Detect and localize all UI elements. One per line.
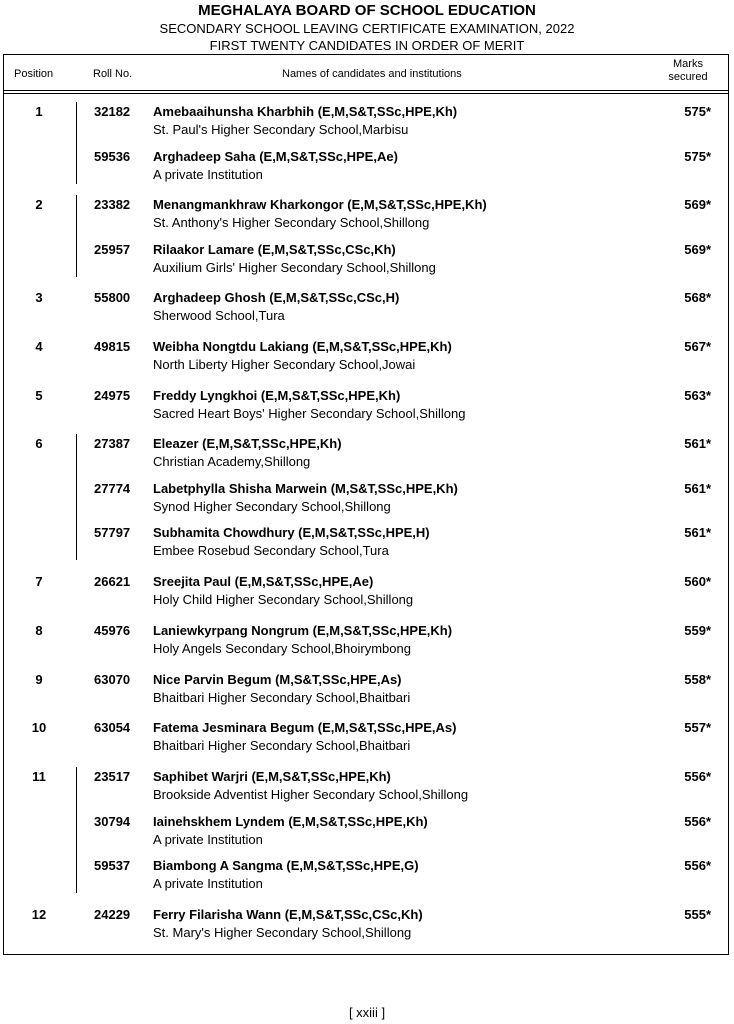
candidate-row: [0, 574, 734, 614]
marks-secured: 556*: [684, 813, 711, 829]
candidate-name: Saphibet Warjri (E,M,S&T,SSc,HPE,Kh): [153, 769, 391, 784]
candidate-name: Labetphylla Shisha Marwein (M,S&T,SSc,HPE,Kh): [153, 480, 458, 496]
institution-name: Synod Higher Secondary School,Shillong: [153, 498, 391, 514]
institution-name: Bhaitbari Higher Secondary School,Bhaitbari: [153, 690, 411, 705]
roll-number: 49815: [94, 339, 131, 354]
candidate-name: Sreejita Paul (E,M,S&T,SSc,HPE,Ae): [153, 574, 374, 589]
list-title: FIRST TWENTY CANDIDATES IN ORDER OF MERIT: [209, 38, 525, 53]
marks-secured: 575*: [684, 104, 711, 119]
marks-secured: 560*: [684, 574, 711, 589]
page-number: [ xxiii ]: [348, 1005, 386, 1020]
marks-secured: 556*: [684, 858, 711, 873]
candidate-name: Freddy Lyngkhoi (E,M,S&T,SSc,HPE,Kh): [153, 388, 401, 403]
position-number: 7: [35, 574, 43, 589]
candidate-row: [0, 720, 734, 760]
candidate-row: [0, 242, 734, 282]
candidate-name: Iainehskhem Lyndem (E,M,S&T,SSc,HPE,Kh): [153, 813, 428, 829]
marks-secured: 561*: [684, 436, 711, 451]
position-number: 11: [32, 769, 46, 784]
candidate-row: [0, 814, 734, 854]
roll-number: 45976: [94, 623, 131, 638]
marks-secured: 555*: [684, 907, 711, 922]
candidate-name: Amebaaihunsha Kharbhih (E,M,S&T,SSc,HPE,Kh): [153, 104, 458, 119]
institution-name: A private Institution: [153, 166, 263, 182]
position-number: 1: [35, 104, 43, 119]
institution-name: A private Institution: [153, 876, 263, 891]
roll-number: 63054: [94, 720, 131, 735]
marks-secured: 569*: [684, 241, 711, 257]
marks-secured: 563*: [684, 388, 711, 403]
roll-number: 59536: [94, 148, 131, 164]
institution-name: Sherwood School,Tura: [153, 308, 285, 323]
candidate-name: Subhamita Chowdhury (E,M,S&T,SSc,HPE,H): [153, 525, 430, 540]
column-header-marks: [660, 58, 716, 84]
candidate-row: [0, 388, 734, 428]
candidate-name: Weibha Nongtdu Lakiang (E,M,S&T,SSc,HPE,Kh): [153, 339, 452, 354]
candidate-name: Biambong A Sangma (E,M,S&T,SSc,HPE,G): [153, 858, 419, 873]
candidate-row: [0, 672, 734, 712]
marks-secured: 556*: [684, 769, 711, 784]
roll-number: 57797: [94, 525, 131, 540]
marks-secured: 575*: [684, 148, 711, 164]
candidate-name: Fatema Jesminara Begum (E,M,S&T,SSc,HPE,As): [153, 720, 457, 735]
marks-secured: 561*: [684, 525, 711, 540]
institution-name: Christian Academy,Shillong: [153, 454, 311, 469]
column-header-names: Names of candidates and institutions: [282, 68, 462, 80]
column-header-marks-line2: secured: [668, 71, 708, 83]
institution-name: Holy Child Higher Secondary School,Shillong: [153, 592, 414, 607]
candidate-name: Eleazer (E,M,S&T,SSc,HPE,Kh): [153, 436, 342, 451]
institution-name: Embee Rosebud Secondary School,Tura: [153, 543, 389, 558]
position-number: 4: [35, 339, 43, 354]
roll-number: 27387: [94, 436, 131, 451]
institution-name: St. Mary's Higher Secondary School,Shillong: [153, 925, 412, 940]
institution-name: North Liberty Higher Secondary School,Jowai: [153, 357, 416, 372]
candidate-row: [0, 623, 734, 663]
candidate-name: Menangmankhraw Kharkongor (E,M,S&T,SSc,HPE,Kh): [153, 197, 487, 212]
candidate-row: [0, 197, 734, 237]
position-number: 8: [35, 623, 43, 638]
candidate-row: [0, 858, 734, 898]
candidate-row: [0, 907, 734, 947]
roll-number: 24975: [94, 388, 131, 403]
header-divider-top: [3, 90, 729, 91]
institution-name: Auxilium Girls' Higher Secondary School,Shillong: [153, 259, 436, 275]
roll-number: 27774: [94, 480, 131, 496]
candidate-name: Nice Parvin Begum (M,S&T,SSc,HPE,As): [153, 672, 402, 687]
candidate-row: [0, 339, 734, 379]
column-header-position: Position: [14, 68, 54, 80]
roll-number: 32182: [94, 104, 131, 119]
marks-secured: 568*: [684, 290, 711, 305]
institution-name: A private Institution: [153, 831, 263, 847]
roll-number: 30794: [94, 813, 131, 829]
candidate-row: [0, 290, 734, 330]
roll-number: 26621: [94, 574, 131, 589]
roll-number: 25957: [94, 241, 131, 257]
roll-number: 23517: [94, 769, 131, 784]
exam-title: SECONDARY SCHOOL LEAVING CERTIFICATE EXAMINATION, 2022: [159, 21, 575, 36]
roll-number: 59537: [94, 858, 131, 873]
position-number: 12: [31, 907, 47, 922]
position-number: 5: [35, 388, 43, 403]
marks-secured: 567*: [684, 339, 711, 354]
institution-name: Sacred Heart Boys' Higher Secondary School,Shillong: [153, 406, 466, 421]
roll-number: 63070: [94, 672, 131, 687]
roll-number: 55800: [94, 290, 131, 305]
candidate-row: [0, 104, 734, 144]
position-number: 10: [31, 720, 47, 735]
marks-secured: 557*: [684, 720, 711, 735]
position-number: 6: [35, 436, 43, 451]
candidate-row: [0, 149, 734, 189]
institution-name: Bhaitbari Higher Secondary School,Bhaitbari: [153, 738, 411, 753]
candidate-name: Laniewkyrpang Nongrum (E,M,S&T,SSc,HPE,Kh): [153, 623, 453, 638]
institution-name: St. Anthony's Higher Secondary School,Shillong: [153, 215, 430, 230]
candidate-name: Arghadeep Saha (E,M,S&T,SSc,HPE,Ae): [153, 148, 398, 164]
institution-name: Holy Angels Secondary School,Bhoirymbong: [153, 641, 411, 656]
candidate-row: [0, 481, 734, 521]
position-number: 3: [35, 290, 43, 305]
position-number: 9: [35, 672, 43, 687]
roll-number: 24229: [94, 907, 131, 922]
roll-number: 23382: [94, 197, 131, 212]
marks-secured: 569*: [684, 197, 711, 212]
marks-secured: 558*: [684, 672, 711, 687]
header-divider-bottom: [3, 93, 729, 94]
institution-name: Brookside Adventist Higher Secondary School,Shillong: [153, 787, 469, 802]
candidate-name: Ferry Filarisha Wann (E,M,S&T,SSc,CSc,Kh): [153, 907, 423, 922]
candidate-row: [0, 525, 734, 565]
board-title: MEGHALAYA BOARD OF SCHOOL EDUCATION: [198, 2, 536, 19]
candidate-row: [0, 769, 734, 809]
marks-secured: 559*: [684, 623, 711, 638]
column-header-roll: Roll No.: [93, 68, 133, 80]
candidate-row: [0, 436, 734, 476]
candidate-name: Rilaakor Lamare (E,M,S&T,SSc,CSc,Kh): [153, 241, 396, 257]
position-number: 2: [35, 197, 43, 212]
candidate-name: Arghadeep Ghosh (E,M,S&T,SSc,CSc,H): [153, 290, 400, 305]
institution-name: St. Paul's Higher Secondary School,Marbisu: [153, 122, 409, 137]
marks-secured: 561*: [684, 480, 711, 496]
column-header-marks-line1: Marks: [673, 58, 703, 70]
